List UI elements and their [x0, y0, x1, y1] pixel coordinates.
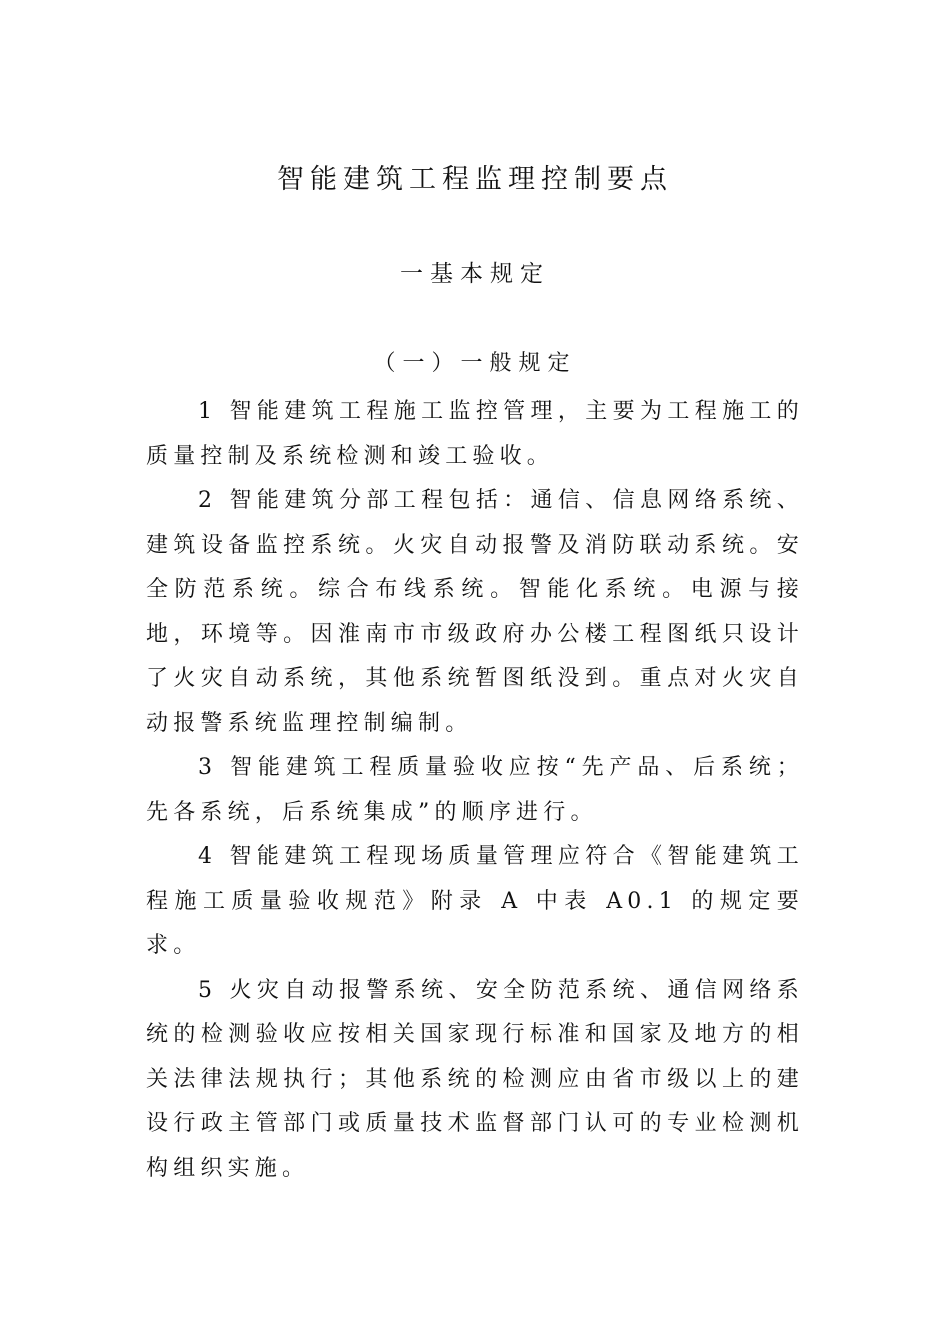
clause-5: 5 火灾自动报警系统、安全防范系统、通信网络系统的检测验收应按相关国家现行标准和国家及地方的相关法律法规执行；其他系统的检测应由省市级以上的建设行政主管部门或质量技术监督部门认可的专业检测机构组织实施。 [146, 977, 804, 1181]
section-heading: 一基本规定 [400, 261, 550, 287]
document-body [146, 390, 804, 1191]
subsection-heading: （一）一般规定 [373, 351, 577, 376]
document-title: 智能建筑工程监理控制要点 [277, 164, 673, 195]
clause-3: 3 智能建筑工程质量验收应按“先产品、后系统；先各系统，后系统集成”的顺序进行。 [146, 755, 804, 825]
clause-4: 4 智能建筑工程现场质量管理应符合《智能建筑工程施工质量验收规范》附录 A 中表 A0.1 的规定要求。 [146, 844, 804, 958]
clause-2: 2 智能建筑分部工程包括：通信、信息网络系统、建筑设备监控系统。火灾自动报警及消防联动系统。安全防范系统。综合布线系统。智能化系统。电源与接地，环境等。因淮南市市级政府办公楼工程图纸只设计了火灾自动系统，其他系统暂图纸没到。重点对火灾自动报警系统监理控制编制。 [146, 488, 804, 736]
clause-1: 1 智能建筑工程施工监控管理，主要为工程施工的质量控制及系统检测和竣工验收。 [146, 399, 804, 469]
